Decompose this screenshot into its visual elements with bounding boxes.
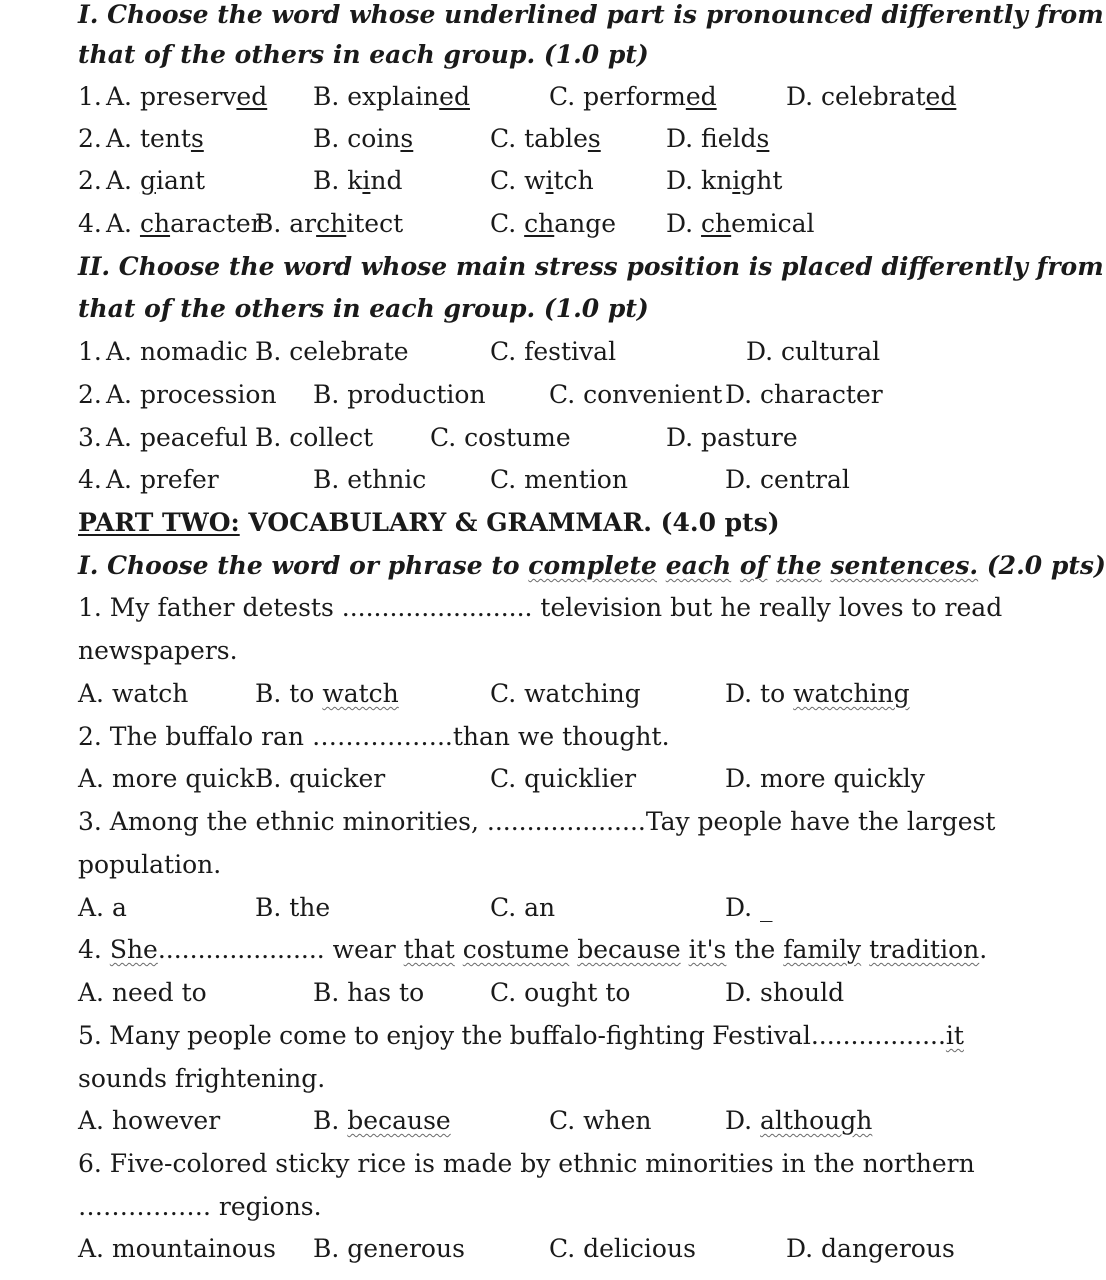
option-d[interactable]: D. character	[725, 380, 883, 409]
question-text: 4. She..................... wear that costume because it's the family tradition.	[78, 935, 988, 964]
option-c[interactable]: C. mention	[490, 465, 628, 494]
option-b[interactable]: B. has to	[313, 978, 425, 1007]
option-b[interactable]: B. explained	[313, 82, 470, 111]
option-c[interactable]: C. quicklier	[490, 764, 637, 793]
option-c[interactable]: C. festival	[490, 337, 617, 366]
question-text-cont: sounds frightening.	[78, 1064, 326, 1093]
question-text: 1. My father detests ........................ television but he really loves to read	[78, 593, 1003, 622]
question-text-cont: ……………. regions.	[78, 1192, 322, 1221]
part-two-title: PART TWO: VOCABULARY & GRAMMAR. (4.0 pts)	[78, 508, 780, 537]
question-number: 2.	[78, 166, 102, 195]
option-b[interactable]: B. collect	[255, 423, 374, 452]
question-number: 3.	[78, 423, 102, 452]
option-b[interactable]: B. celebrate	[255, 337, 409, 366]
option-b[interactable]: B. kind	[313, 166, 403, 195]
section2-heading-line1: II. Choose the word whose main stress position is placed differently from	[78, 252, 1104, 281]
option-c[interactable]: C. convenient	[549, 380, 723, 409]
part-two-heading: I. Choose the word or phrase to complete each of the sentences. (2.0 pts)	[78, 551, 1106, 580]
option-b[interactable]: B. ethnic	[313, 465, 427, 494]
option-d[interactable]: D. dangerous	[786, 1234, 955, 1263]
question-number: 4.	[78, 209, 102, 238]
option-d[interactable]: D. although	[725, 1106, 873, 1135]
option-c[interactable]: C. when	[549, 1106, 652, 1135]
option-d[interactable]: D. knight	[666, 166, 783, 195]
section2-heading-line2: that of the others in each group. (1.0 pt)	[78, 294, 649, 323]
option-c[interactable]: C. delicious	[549, 1234, 696, 1263]
option-c[interactable]: C. performed	[549, 82, 717, 111]
option-d[interactable]: D. should	[725, 978, 845, 1007]
option-a[interactable]: A. character	[106, 209, 263, 238]
option-d[interactable]: D. celebrated	[786, 82, 957, 111]
section1-heading-line1: I. Choose the word whose underlined part is pronounced differently from	[78, 0, 1104, 29]
option-c[interactable]: C. ought to	[490, 978, 631, 1007]
question-text: 2. The buffalo ran ……………..than we thought.	[78, 722, 670, 751]
question-text-cont: population.	[78, 850, 222, 879]
option-a[interactable]: A. mountainous	[78, 1234, 276, 1263]
section1-heading-line2: that of the others in each group. (1.0 pt)	[78, 40, 649, 69]
option-c[interactable]: C. tables	[490, 124, 601, 153]
question-text: 3. Among the ethnic minorities, ....................Tay people have the largest	[78, 807, 996, 836]
question-text-cont: newspapers.	[78, 636, 238, 665]
option-c[interactable]: C. watching	[490, 679, 641, 708]
option-b[interactable]: B. architect	[255, 209, 404, 238]
option-b[interactable]: B. generous	[313, 1234, 465, 1263]
option-a[interactable]: A. more quick	[78, 764, 255, 793]
option-d[interactable]: D. cultural	[746, 337, 881, 366]
question-number: 2.	[78, 380, 102, 409]
option-d[interactable]: D. _	[725, 893, 773, 922]
option-c[interactable]: C. change	[490, 209, 617, 238]
question-text: 5. Many people come to enjoy the buffalo-fighting Festival.................it	[78, 1021, 964, 1050]
option-b[interactable]: B. the	[255, 893, 331, 922]
option-a[interactable]: A. watch	[78, 679, 189, 708]
question-number: 4.	[78, 465, 102, 494]
question-text: 6. Five-colored sticky rice is made by ethnic minorities in the northern	[78, 1149, 975, 1178]
question-number: 1.	[78, 337, 102, 366]
option-a[interactable]: A. peaceful	[106, 423, 248, 452]
option-b[interactable]: B. because	[313, 1106, 451, 1135]
option-b[interactable]: B. coins	[313, 124, 414, 153]
option-d[interactable]: D. more quickly	[725, 764, 925, 793]
option-a[interactable]: A. giant	[106, 166, 206, 195]
option-b[interactable]: B. to watch	[255, 679, 399, 708]
option-a[interactable]: A. tents	[106, 124, 204, 153]
option-c[interactable]: C. witch	[490, 166, 594, 195]
option-d[interactable]: D. fields	[666, 124, 770, 153]
option-b[interactable]: B. quicker	[255, 764, 386, 793]
option-a[interactable]: A. nomadic	[106, 337, 248, 366]
option-a[interactable]: A. a	[78, 893, 127, 922]
option-c[interactable]: C. an	[490, 893, 556, 922]
option-a[interactable]: A. need to	[78, 978, 207, 1007]
option-a[interactable]: A. preserved	[106, 82, 268, 111]
option-d[interactable]: D. central	[725, 465, 850, 494]
question-number: 2.	[78, 124, 102, 153]
option-a[interactable]: A. however	[78, 1106, 221, 1135]
option-d[interactable]: D. chemical	[666, 209, 815, 238]
option-d[interactable]: D. to watching	[725, 679, 910, 708]
question-number: 1.	[78, 82, 102, 111]
option-d[interactable]: D. pasture	[666, 423, 798, 452]
option-c[interactable]: C. costume	[430, 423, 571, 452]
option-b[interactable]: B. production	[313, 380, 486, 409]
option-a[interactable]: A. procession	[106, 380, 277, 409]
option-a[interactable]: A. prefer	[106, 465, 219, 494]
